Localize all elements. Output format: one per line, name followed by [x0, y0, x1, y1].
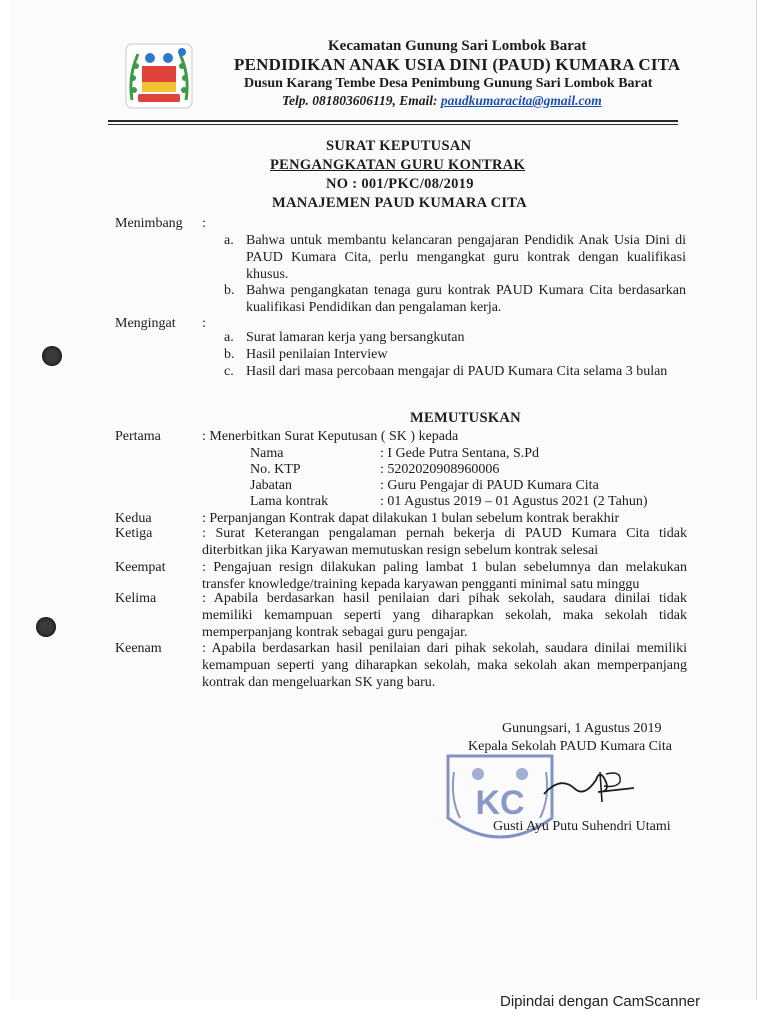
pertama-text: : Menerbitkan Surat Keputusan ( SK ) kepada: [202, 429, 459, 444]
field-jabatan-value: : Guru Pengajar di PAUD Kumara Cita: [380, 478, 599, 493]
menimbang-b-text: Bahwa pengangkatan tenaga guru kontrak PAUD Kumara Cita berdasarkan kualifikasi Pendidikan dan pengalaman kerja.: [246, 283, 686, 315]
field-nama-label: Nama: [250, 446, 284, 461]
menimbang-b-marker: b.: [224, 283, 235, 298]
keempat-label: Keempat: [115, 560, 166, 575]
header-address: Dusun Karang Tembe Desa Penimbung Gunung Sari Lombok Barat: [244, 76, 653, 91]
school-logo: [118, 40, 200, 112]
header-contact: [282, 93, 602, 109]
letterhead-divider: [108, 120, 678, 122]
title-line2: PENGANGKATAN GURU KONTRAK: [270, 157, 526, 173]
handwritten-signature: [540, 758, 640, 808]
signature-position: Kepala Sekolah PAUD Kumara Cita: [468, 739, 672, 754]
mengingat-colon: :: [202, 316, 206, 331]
field-lama-label: Lama kontrak: [250, 494, 329, 509]
kedua-text: : Perpanjangan Kontrak dapat dilakukan 1 bulan sebelum kontrak berakhir: [202, 511, 620, 526]
mengingat-c-marker: c.: [224, 364, 234, 379]
field-ktp-value: : 5202020908960006: [380, 462, 500, 477]
header-school-name: PENDIDIKAN ANAK USIA DINI (PAUD) KUMARA CITA: [234, 55, 681, 74]
mengingat-a-text: Surat lamaran kerja yang bersangkutan: [246, 330, 465, 345]
menimbang-a-marker: a.: [224, 233, 234, 248]
kelima-label: Kelima: [115, 591, 157, 606]
keempat-text: : Pengajuan resign dilakukan paling lambat 1 bulan sebelumnya dan melakukan transfer knowledge/training kepada karyawan pengganti minimal satu minggu: [202, 560, 687, 592]
punch-hole-bottom: [36, 617, 56, 637]
menimbang-a-text: Bahwa untuk membantu kelancaran pengajaran Pendidik Anak Usia Dini di PAUD Kumara Cita, perlu mengangkat guru kontrak dengan kualifikasi khusus.: [246, 233, 686, 282]
kelima-text: : Apabila berdasarkan hasil penilaian dari pihak sekolah, saudara dinilai tidak memiliki kemampuan seperti yang diharapkan sekolah, maka sekolah tidak memperpanjang kontrak sebagai guru pengajar.: [202, 591, 687, 640]
title-line4: MANAJEMEN PAUD KUMARA CITA: [272, 195, 527, 211]
keenam-label: Keenam: [115, 641, 162, 656]
keenam-text: : Apabila berdasarkan hasil penilaian dari pihak sekolah, saudara dinilai memiliki kemampuan seperti yang diharapkan sekolah, maka sekolah akan memperpanjang kontrak dan mengeluarkan SK yang baru.: [202, 641, 687, 690]
signature-place-date: Gunungsari, 1 Agustus 2019: [502, 721, 662, 736]
header-email-link[interactable]: paudkumaracita@gmail.com: [440, 93, 602, 108]
menimbang-label: Menimbang: [115, 216, 183, 231]
mengingat-c-text: Hasil dari masa percobaan mengajar di PAUD Kumara Cita selama 3 bulan: [246, 364, 668, 379]
header-district: Kecamatan Gunung Sari Lombok Barat: [328, 38, 587, 54]
mengingat-b-marker: b.: [224, 347, 235, 362]
mengingat-b-text: Hasil penilaian Interview: [246, 347, 388, 362]
ketiga-text: : Surat Keterangan pengalaman pernah bekerja di PAUD Kumara Cita tidak diterbitkan jika Karyawan memutuskan resign sebelum kontrak selesai: [202, 526, 687, 558]
ketiga-label: Ketiga: [115, 526, 153, 541]
title-line1: SURAT KEPUTUSAN: [326, 138, 472, 154]
stamp-lettering: KC: [475, 784, 525, 822]
field-nama-value: : I Gede Putra Sentana, S.Pd: [380, 446, 540, 461]
header-phone: Telp. 081803606119, Email:: [282, 93, 441, 108]
letterhead-divider-thin: [108, 124, 678, 125]
memutuskan-heading: MEMUTUSKAN: [410, 410, 521, 426]
signature-name: Gusti Ayu Putu Suhendri Utami: [493, 819, 671, 834]
menimbang-colon: :: [202, 216, 206, 231]
kedua-label: Kedua: [115, 511, 152, 526]
mengingat-a-marker: a.: [224, 330, 234, 345]
field-lama-value: : 01 Agustus 2019 – 01 Agustus 2021 (2 Tahun): [380, 494, 648, 509]
title-number: NO : 001/PKC/08/2019: [326, 176, 474, 192]
pertama-label: Pertama: [115, 429, 161, 444]
field-ktp-label: No. KTP: [250, 462, 301, 477]
field-jabatan-label: Jabatan: [250, 478, 292, 493]
mengingat-label: Mengingat: [115, 316, 176, 331]
punch-hole-top: [42, 346, 62, 366]
scanner-watermark: Dipindai dengan CamScanner: [500, 993, 701, 1010]
